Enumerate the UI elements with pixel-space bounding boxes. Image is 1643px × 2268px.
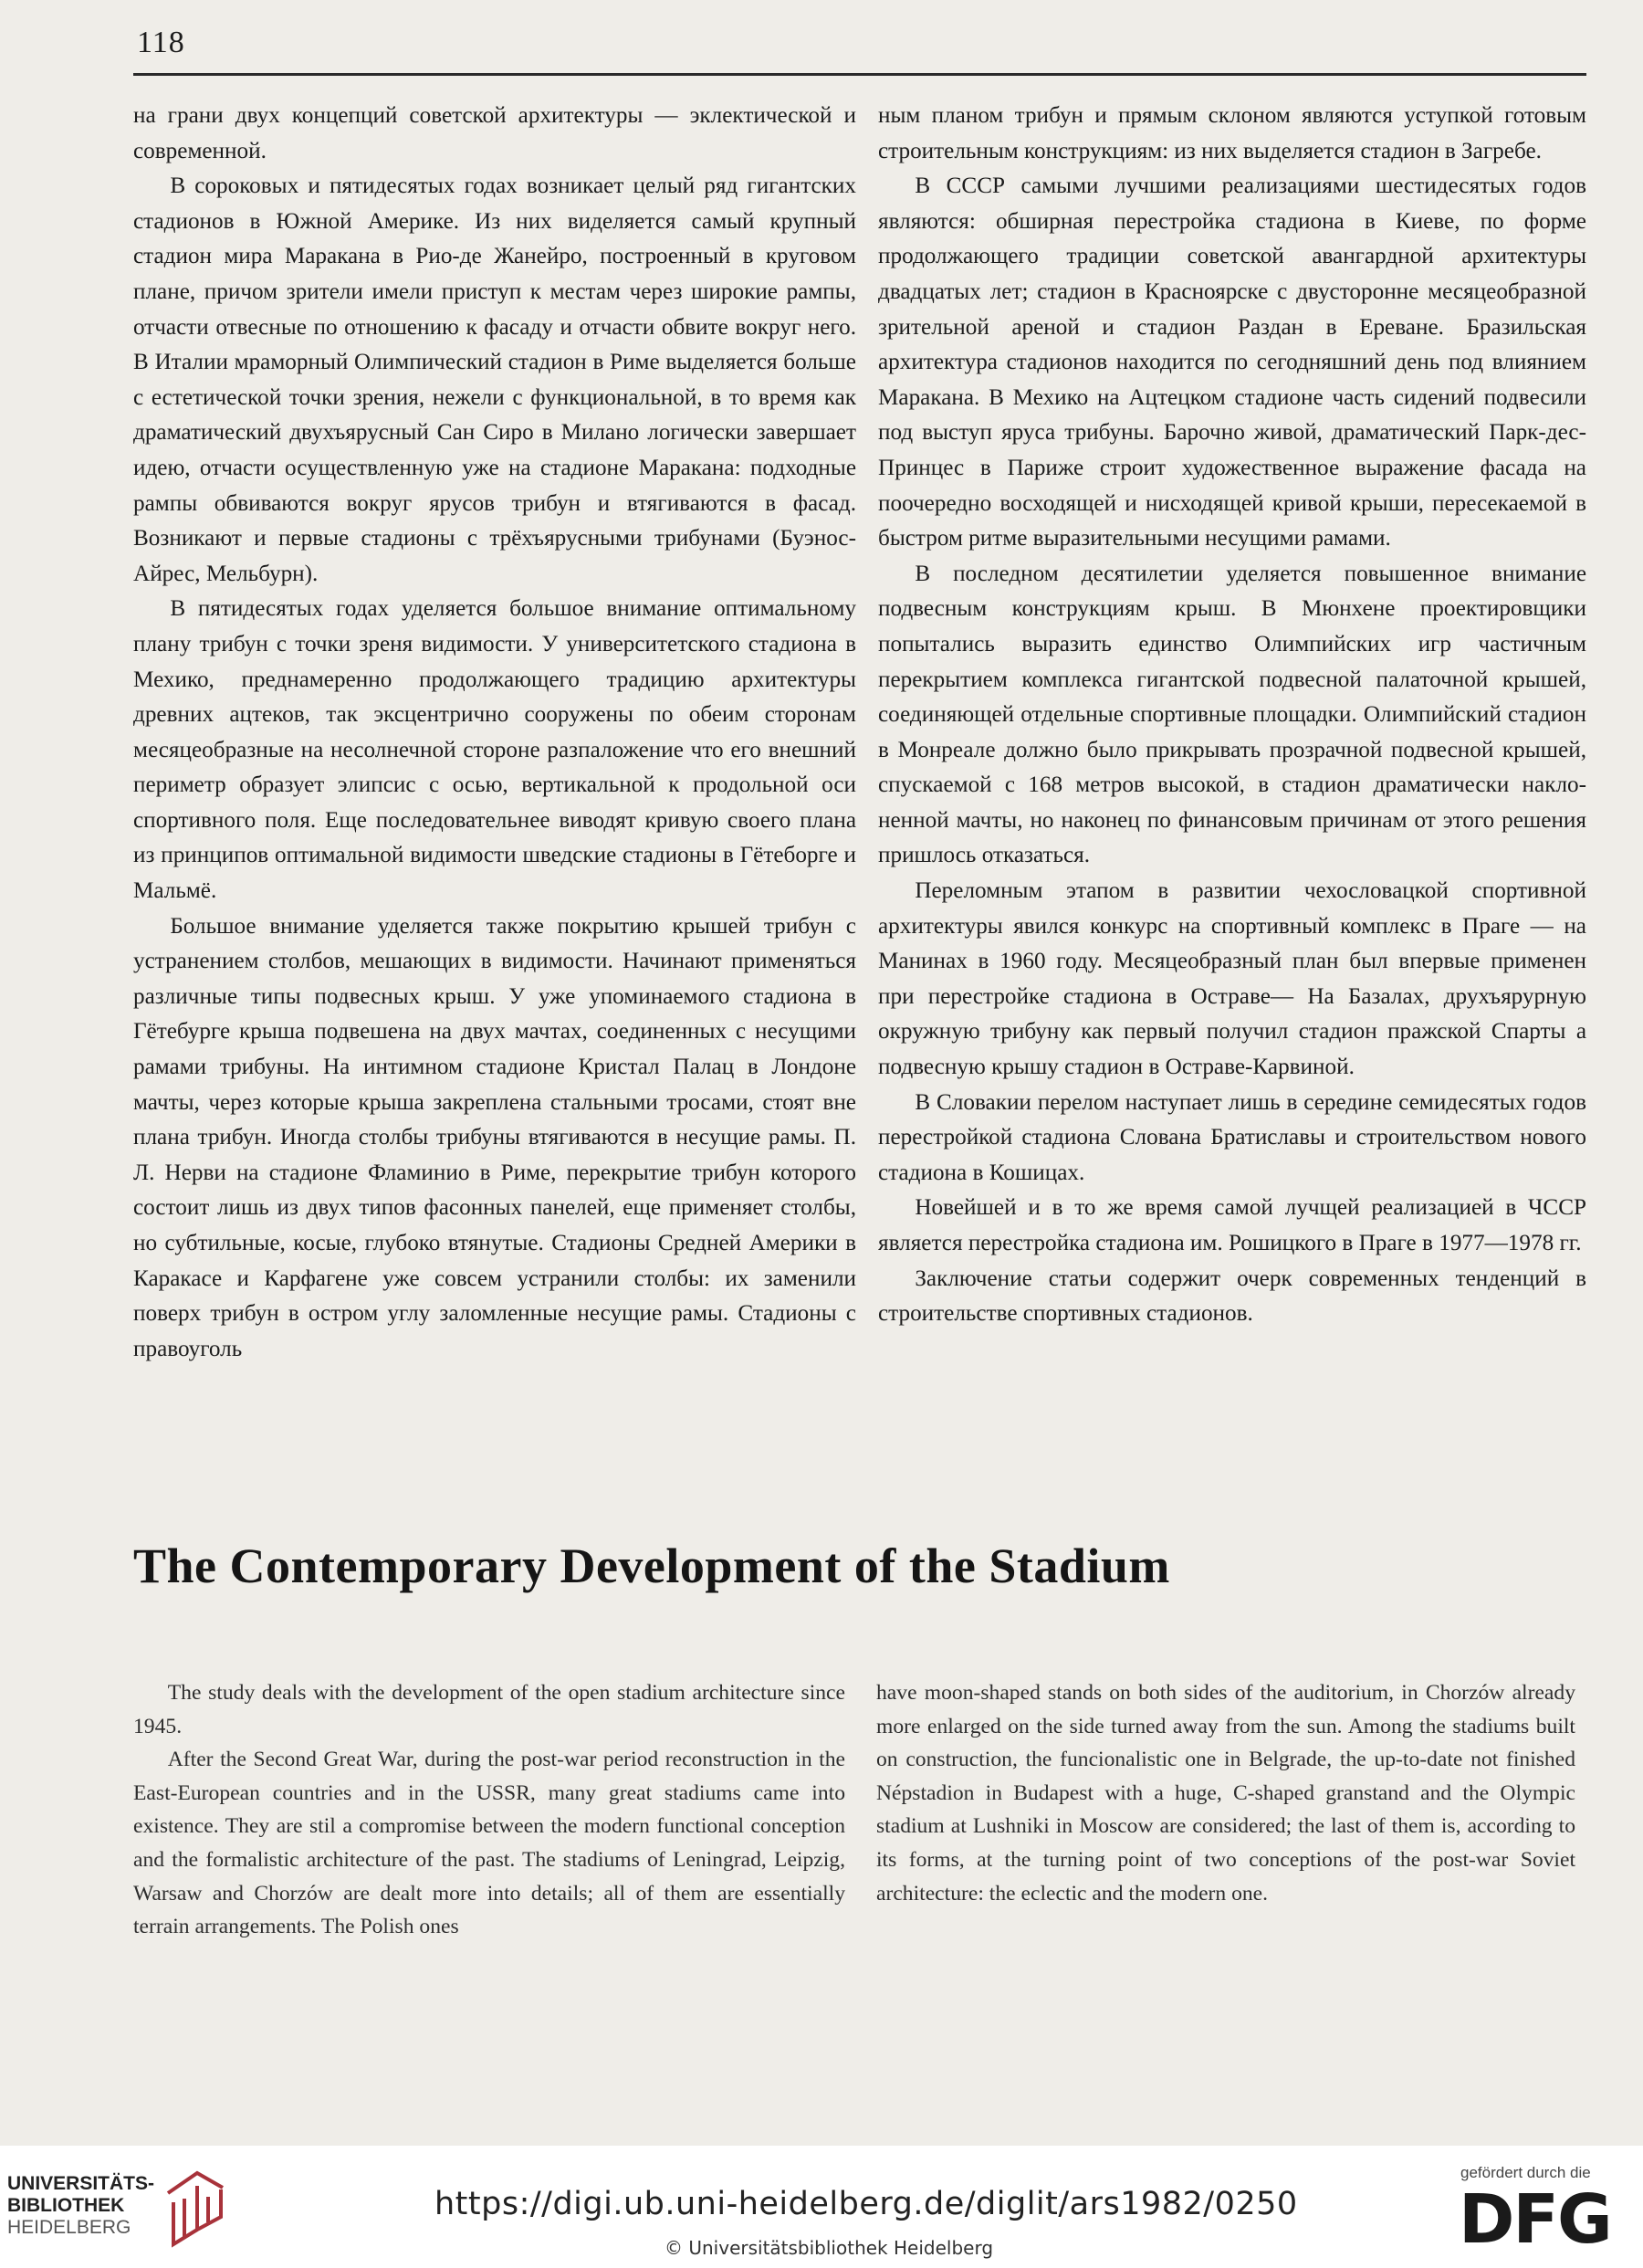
paragraph: After the Second Great War, during the post-war period reconstruction in the East-European countries and in the USSR, many great stadiums came into existence. They are stil a compromise between the modern functional conception and the formalistic architecture of the past. The stadiums of Leningrad, Leipzig, Warsaw and Chorzów are dealt more into details; all of them are essentially terrain arrangements. The Polish ones: [133, 1748, 845, 1939]
permalink-url[interactable]: https://digi.ub.uni-heidelberg.de/diglit/ars1982/0250: [434, 2186, 1298, 2222]
russian-right-column: [878, 99, 1586, 1332]
english-summary-heading: The Contemporary Development of the Stadium: [133, 1538, 1170, 1593]
paragraph: В Словакии перелом наступает лишь в середине семидесятых годов перестройкой стадиона Слована Братиславы и строительством нового стадиона в Кошицах.: [878, 1089, 1586, 1185]
paragraph: The study deals with the development of the open stadium architecture since 1945.: [133, 1681, 845, 1738]
paragraph: В последном десятилетии уделяется повышенное внимание подвесным конструкциям крыш. В Мюнхене проектировщики попытались выразить единство Олимпийских игр частичным перекрытием комплекса гигантской подвесной палаточной крышей, соединяющей отдельные спортивные площадки. Олимпийский стадион в Монреале должно было прикрывать прозрачной подвесной крышей, спускаемой с 168 метров высокой, в стадион драматически наклоненной мачты, но наконец по финансовым причинам от этого решения пришлось отказаться.: [878, 561, 1586, 868]
paragraph: В сороковых и пятидесятых годах возникает целый ряд гигантских стадионов в Южной Америке. Из них виделяется самый крупный стадион мира Маракана в Рио-де Жанейро, построенный в круговом плане, причом зрители имели приступ к местам через широкие рампы, отчасти отвесные по отношению к фасаду и отчасти обвите вокруг него. В Италии мраморный Олимпический стадион в Риме выделяется больше с естетической точки зрения, нежели с функциональной, в то время как драматический двухъярусный Сан Сиро в Милано логически завершает идею, отчасти осуществленную уже на стадионе Маракана: подходные рампы обвиваются вокруг ярусов трибун и втягиваются в фасад. Возникают и первые стадионы с трёхъярусными трибунами (Буэнос-Айрес, Мельбурн).: [133, 173, 856, 586]
english-left-column: [133, 1676, 845, 1944]
english-right-column: [876, 1676, 1575, 1910]
header-rule: [133, 73, 1586, 76]
copyright-notice: © Universitätsbibliothek Heidelberg: [665, 2237, 994, 2259]
paragraph: В пятидесятых годах уделяется большое внимание оптимальному плану трибун с точки зреня видимости. У университетского стадиона в Мехико, преднамеренно продолжающего традицию архитектуры древних ацтеков, так эксцентрично сооружены по обеим сторонам месяцеобразные на несолнечной стороне разпаложение что его внешний периметр образует элипсис с осью, вертикальной к продольной оси спортивного поля. Еще последовательнее виводят кривую своего плана из принципов оптимальной видимости шведские стадионы в Гётеборге и Мальмё.: [133, 596, 856, 904]
paragraph: на грани двух концепций советской архитектуры — эклектической и современной.: [133, 103, 856, 163]
russian-left-column: [133, 99, 856, 1367]
paragraph: ным планом трибун и прямым склоном являются уступкой готовым строительным конструкциям: из них выделяется стадион в Загребе.: [878, 103, 1586, 163]
paragraph: Большое внимание уделяется также покрытию крышей трибун с устранением столбов, мешающих в видимости. Начинают применяться различные типы подвесных крыш. У уже упоминаемого стадиона в Гётебурге крыша подвешена на двух мачтах, соединенных с несущими рамами трибуны. На интимном стадионе Кристал Палац в Лондоне мачты, через которые крыша закреплена стальными тросами, стоят вне плана трибун. Иногда столбы трибуны втягиваются в несущие рамы. П. Л. Нерви на стадионе Фламинио в Риме, перекрытие трибун которого состоит лишь из двух типов фасонных панелей, еще применяет столбы, но субтильные, косые, глубоко втянутые. Стадионы Средней Америки в Каракасе и Карфагене уже совсем устранили столбы: их заменили поверх трибун в остром углу заломленные несущие рамы. Стадионы с правоуголь: [133, 913, 856, 1361]
library-logo-text[interactable]: [7, 2173, 154, 2239]
sponsor-label: gefördert durch die: [1460, 2164, 1591, 2181]
library-name-line: HEIDELBERG: [7, 2217, 131, 2238]
dfg-logo[interactable]: DFG: [1459, 2180, 1611, 2259]
library-name-line: UNIVERSITÄTS-: [7, 2173, 155, 2194]
library-name-line: BIBLIOTHEK: [7, 2195, 125, 2216]
paragraph: Заключение статьи содержит очерк современных тенденций в строительстве спортивных стадионов.: [878, 1265, 1586, 1327]
page-number: 118: [137, 26, 185, 59]
library-logo-icon: [161, 2166, 230, 2250]
paragraph: Новейшей и в то же время самой лучщей реализацией в ЧССР является перестройка стадиона им. Рошицкого в Праге в 1977—1978 гг.: [878, 1195, 1586, 1255]
viewer-footer: [0, 2146, 1643, 2268]
paragraph: В СССР самыми лучшими реализациями шестидесятых годов являются: обширная перестройка стадиона в Киеве, по форме продолжающего традиции советской авангардной архитектуры двадцатых лет; стадион в Красноярске с двусторонне месяцеобразной зрительной ареной и стадион Раздан в Ереване. Бразильская архитектура стадионов находится по сегодняшний день под влиянием Маракана. В Мехико на Ацтецком стадионе часть сидений подвесили под выступ яруса трибуны. Барочно живой, драматический Парк-дес-Принцес в Париже строит художественное выражение фасада на поочередно восходящей и нисходящей кривой крыши, пересекаемой в быстром ритме выразительными несущими рамами.: [878, 173, 1586, 551]
paragraph: Переломным этапом в развитии чехословацкой спортивной архитектуры явился конкурс на спортивный комплекс в Праге — на Манинах в 1960 году. Месяцеобразный план был впервые применен при перестройке стадиона в Остраве— На Базалах, друхъярурную окружную трибуну как первый получил стадион пражской Спарты а подвесную крышу стадион в Остраве-Карвиной.: [878, 878, 1586, 1080]
paragraph: have moon-shaped stands on both sides of the auditorium, in Chorzów already more enlarged on the side turned away from the sun. Among the stadiums built on construction, the funcionalistic one in Belgrade, the up-to-date not finished Népstadion in Budapest with a huge, C-shaped granstand and the Olympic stadium at Lushniki in Moscow are considered; the last of them is, according to its forms, at the turning point of two conceptions of the post-war Soviet architecture: the eclectic and the modern one.: [876, 1681, 1575, 1906]
